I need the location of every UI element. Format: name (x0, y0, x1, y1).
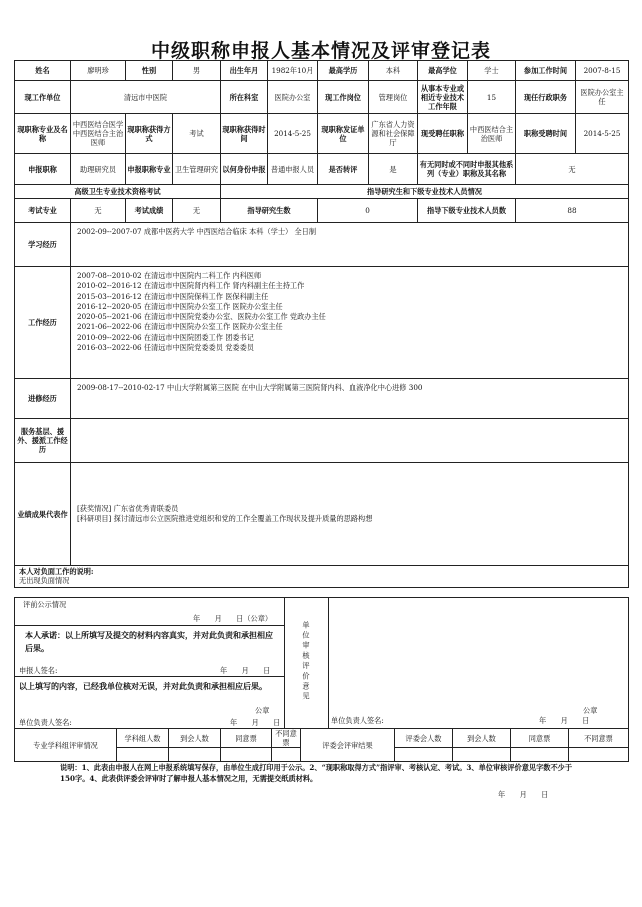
admin-value: 医院办公室主任 (576, 81, 629, 114)
post-value: 管理岗位 (369, 81, 418, 114)
junior-label: 指导下级专业技术人员数 (418, 199, 516, 223)
issuer-value: 广东省人力资源和社会保障厅 (369, 114, 418, 154)
work-line: 2020-05--2021-06 在清远市中医院党委办公室、医院办公室工作 党政办主任 (77, 312, 326, 322)
gender-label: 性别 (126, 61, 173, 81)
form-notes: 说明：1、此表由申报人在网上申报系统填写保存，由单位生成打印用于公示。2、“现职称取得方式”指评审、考核认定、考试。3、单位审核评价意见字数不少于150字。4、此表供评委会评审时了解申报人基本情况之用，无需提交纸质材料。 (60, 763, 573, 783)
unit-opinion-label: 单位审核评价意见 (302, 621, 311, 703)
issuer-label: 现职称发证单位 (318, 114, 369, 154)
title-label: 现职称专业及名称 (15, 114, 71, 154)
work-line: 2010-09--2022-06 在清远市中医院团委工作 团委书记 (77, 332, 254, 342)
promise-date: 年 月 日 (220, 666, 271, 675)
grassroots-label: 服务基层、援外、援派工作经历 (15, 419, 71, 463)
work-line: 2015-03--2016-12 在清远市中医院保科工作 医保科副主任 (77, 291, 269, 301)
hire-time-value: 2014-5-25 (576, 114, 629, 154)
info-table (14, 60, 629, 588)
obtain-label: 现职称获得时间 (221, 114, 268, 154)
name-label: 姓名 (15, 61, 71, 81)
education-label: 最高学历 (318, 61, 369, 81)
hire-title-value: 中西医结合主治医师 (468, 114, 516, 154)
promise-sign: 申报人签名: (19, 666, 58, 675)
degree-value: 学士 (468, 61, 516, 81)
gender-value: 男 (173, 61, 221, 81)
work-line: 2016-03--2022-06 任清远市中医院党委委员 党委委员 (77, 343, 254, 353)
group-present-label: 到会人数 (169, 729, 221, 748)
promise-text: 本人承诺：以上所填写及提交的材料内容真实，并对此负责和承担相应后果。 (25, 630, 273, 653)
verify-cell (15, 677, 285, 729)
work-section (71, 267, 629, 379)
group-agree-value (221, 748, 272, 762)
work-line: 2016-12--2020-05 在清远市中医院办公室工作 医院办公室主任 (77, 301, 283, 311)
years-label: 从事本专业或相近专业技术工作年限 (418, 81, 468, 114)
group-disagree-label: 不同意票 (272, 729, 301, 748)
birth-value: 1982年10月 (268, 61, 318, 81)
unit-opinion-sign: 单位负责人签名: (331, 716, 384, 725)
post-label: 现工作岗位 (318, 81, 369, 114)
title-value: 中西医结合医学 中西医结合主治医师 (71, 114, 126, 154)
exam-score-label: 考试成绩 (126, 199, 173, 223)
birth-label: 出生年月 (221, 61, 268, 81)
work-line: 2021-06--2022-06 在清远市中医院办公室工作 医院办公室主任 (77, 322, 283, 332)
review-table (14, 728, 629, 762)
unit-label: 现工作单位 (15, 81, 71, 114)
name-value: 廖明珍 (71, 61, 126, 81)
group-total-label: 学科组人数 (117, 729, 169, 748)
method-label: 现职称获得方式 (126, 114, 173, 154)
committee-present-label: 到会人数 (453, 729, 511, 748)
study-label: 学习经历 (15, 223, 71, 267)
committee-agree-label: 同意票 (511, 729, 569, 748)
apply-major-value: 卫生管理研究 (173, 154, 221, 185)
grad-label: 指导研究生数 (221, 199, 318, 223)
negative-text: 无出现负面情况 (19, 576, 70, 585)
transfer-label: 是否转评 (318, 154, 369, 185)
apply-value: 助理研究员 (71, 154, 126, 185)
committee-total-value (395, 748, 453, 762)
further-label: 进修经历 (15, 379, 71, 419)
grassroots-section (71, 419, 629, 463)
guide-header: 指导研究生和下级专业技术人员情况 (221, 185, 629, 199)
exam-major-value: 无 (71, 199, 126, 223)
unit-opinion-cell (329, 598, 629, 729)
achievement-line: [获奖情况] 广东省优秀青联委员 (77, 503, 179, 513)
hire-time-label: 职称受聘时间 (516, 114, 576, 154)
identity-value: 普通申报人员 (268, 154, 318, 185)
group-present-value (169, 748, 221, 762)
exam-major-label: 考试专业 (15, 199, 71, 223)
committee-agree-value (511, 748, 569, 762)
negative-section (15, 566, 629, 588)
publicity-date: 年 月 日（公章） (193, 614, 273, 623)
unit-opinion-seal: 公章 (583, 706, 598, 715)
subject-group-label: 专业学科组评审情况 (15, 729, 117, 762)
admin-label: 现任行政职务 (516, 81, 576, 114)
group-total-value (117, 748, 169, 762)
achievement-label: 业绩成果代表作 (15, 463, 71, 566)
unit-opinion-date: 年 月 日 (539, 716, 590, 725)
work-start-label: 参加工作时间 (516, 61, 576, 81)
study-section (71, 223, 629, 267)
obtain-value: 2014-5-25 (268, 114, 318, 154)
committee-label: 评委会评审结果 (301, 729, 395, 762)
years-value: 15 (468, 81, 516, 114)
publicity-label: 评前公示情况 (23, 600, 67, 609)
other-title-value: 无 (516, 154, 629, 185)
work-start-value: 2007-8-15 (576, 61, 629, 81)
verify-date: 年 月 日 (230, 718, 281, 727)
publicity-cell (15, 598, 285, 626)
identity-label: 以何身份申报 (221, 154, 268, 185)
hire-title-label: 现受聘任职称 (418, 114, 468, 154)
grad-value: 0 (318, 199, 418, 223)
work-label: 工作经历 (15, 267, 71, 379)
junior-value: 88 (516, 199, 629, 223)
method-value: 考试 (173, 114, 221, 154)
group-disagree-value (272, 748, 301, 762)
transfer-value: 是 (369, 154, 418, 185)
further-line: 2009-08-17--2010-02-17 中山大学附属第三医院 在中山大学附属第三医院肾内科、血液净化中心进修 300 (77, 383, 423, 392)
negative-label: 本人对负面工作的说明: (19, 567, 94, 576)
degree-label: 最高学位 (418, 61, 468, 81)
work-line: 2007-08--2010-02 在清远市中医院内二科工作 内科医师 (77, 271, 262, 280)
exam-score-value: 无 (173, 199, 221, 223)
committee-disagree-label: 不同意票 (569, 729, 629, 748)
education-value: 本科 (369, 61, 418, 81)
further-section (71, 379, 629, 419)
promise-cell (15, 626, 285, 677)
unit-opinion-title-cell (285, 598, 329, 729)
dept-label: 所在科室 (221, 81, 268, 114)
unit-value: 清远市中医院 (71, 81, 221, 114)
dept-value: 医院办公室 (268, 81, 318, 114)
verify-seal: 公章 (255, 706, 270, 715)
approval-table (14, 597, 629, 729)
footer-date: 年 月 日 (498, 790, 549, 799)
apply-major-label: 申报职称专业 (126, 154, 173, 185)
apply-label: 申报职称 (15, 154, 71, 185)
work-line: 2010-02--2016-12 在清远市中医院肾内科工作 肾内科副主任主持工作 (77, 281, 305, 291)
committee-total-label: 评委会人数 (395, 729, 453, 748)
verify-sign: 单位负责人签名: (19, 718, 72, 727)
group-agree-label: 同意票 (221, 729, 272, 748)
qual-exam-header: 高级卫生专业技术资格考试 (15, 185, 221, 199)
other-title-label: 有无同时或不同时申报其他系列（专业）职称及其名称 (418, 154, 516, 185)
verify-text: 以上填写的内容，已经我单位核对无误，并对此负责和承担相应后果。 (19, 681, 267, 691)
page-title: 中级职称申报人基本情况及评审登记表 (150, 40, 491, 62)
committee-present-value (453, 748, 511, 762)
study-line: 2002-09--2007-07 成都中医药大学 中西医结合临床 本科（学士） 全日制 (77, 227, 317, 236)
achievement-section (71, 463, 629, 566)
committee-disagree-value (569, 748, 629, 762)
achievement-line: [科研项目] 探讨清远市公立医院推进党组织和党的工作全覆盖工作现状及提升质量的思路构想 (77, 514, 373, 523)
